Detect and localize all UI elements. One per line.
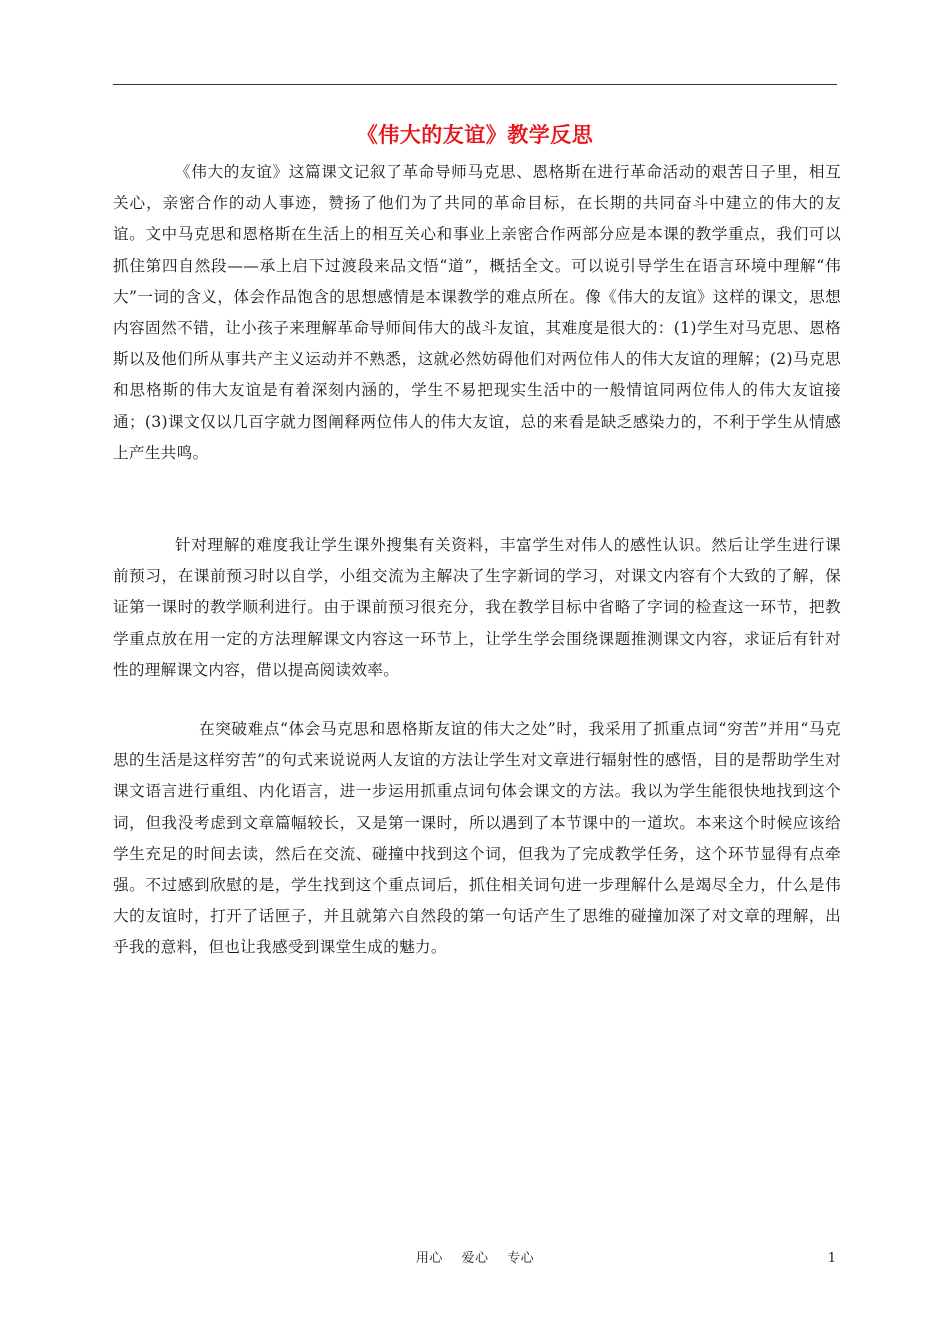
document-title: 《伟大的友谊》教学反思: [356, 122, 594, 147]
page-number: 1: [827, 1251, 836, 1266]
paragraph-2: 针对理解的难度我让学生课外搜集有关资料，丰富学生对伟人的感性认识。然后让学生进行课前预习，在课前预习时以自学，小组交流为主解决了生字新词的学习，对课文内容有个大致的了解，保证第一课时的教学顺利进行。由于课前预习很充分，我在教学目标中省略了字词的检查这一环节，把教学重点放在用一定的方法理解课文内容这一环节上，让学生学会围绕课题推测课文内容，求证后有针对性的理解课文内容，借以提高阅读效率。: [113, 536, 841, 679]
header-rule: [113, 84, 837, 85]
paragraph-1: 《伟大的友谊》这篇课文记叙了革命导师马克思、恩格斯在进行革命活动的艰苦日子里，相互关心，亲密合作的动人事迹，赞扬了他们为了共同的革命目标，在长期的共同奋斗中建立的伟大的友谊。文中马克思和恩格斯在生活上的相互关心和事业上亲密合作两部分应是本课的教学重点，我们可以抓住第四自然段——承上启下过渡段来品文悟“道”，概括全文。可以说引导学生在语言环境中理解“伟大”一词的含义，体会作品饱含的思想感情是本课教学的难点所在。像《伟大的友谊》这样的课文，思想内容固然不错，让小孩子来理解革命导师间伟大的战斗友谊，其难度是很大的：(1)学生对马克思、恩格斯以及他们所从事共产主义运动并不熟悉，这就必然妨碍他们对两位伟人的伟大友谊的理解；(2)马克思和思格斯的伟大友谊是有着深刻内涵的，学生不易把现实生活中的一般情谊同两位伟人的伟大友谊接通；(3)课文仅以几百字就力图阐释两位伟人的伟大友谊，总的来看是缺乏感染力的，不利于学生从情感上产生共鸣。: [113, 163, 841, 462]
paragraph-3: 在突破难点“体会马克思和恩格斯友谊的伟大之处”时，我采用了抓重点词“穷苦”并用“马克思的生活是这样穷苦”的句式来说说两人友谊的方法让学生对文章进行辐射性的感悟，目的是帮助学生对课文语言进行重组、内化语言，进一步运用抓重点词句体会课文的方法。我以为学生能很快地找到这个词，但我没考虑到文章篇幅较长，又是第一课时，所以遇到了本节课中的一道坎。本来这个时候应该给学生充足的时间去读，然后在交流、碰撞中找到这个词，但我为了完成教学任务，这个环节显得有点牵强。不过感到欣慰的是，学生找到这个重点词后，抓住相关词句进一步理解什么是竭尽全力，什么是伟大的友谊时，打开了话匣子，并且就第六自然段的第一句话产生了思维的碰撞加深了对文章的理解，出乎我的意料，但也让我感受到课堂生成的魅力。: [113, 720, 841, 957]
footer-motto: 用心 爱心 专心: [415, 1251, 535, 1266]
